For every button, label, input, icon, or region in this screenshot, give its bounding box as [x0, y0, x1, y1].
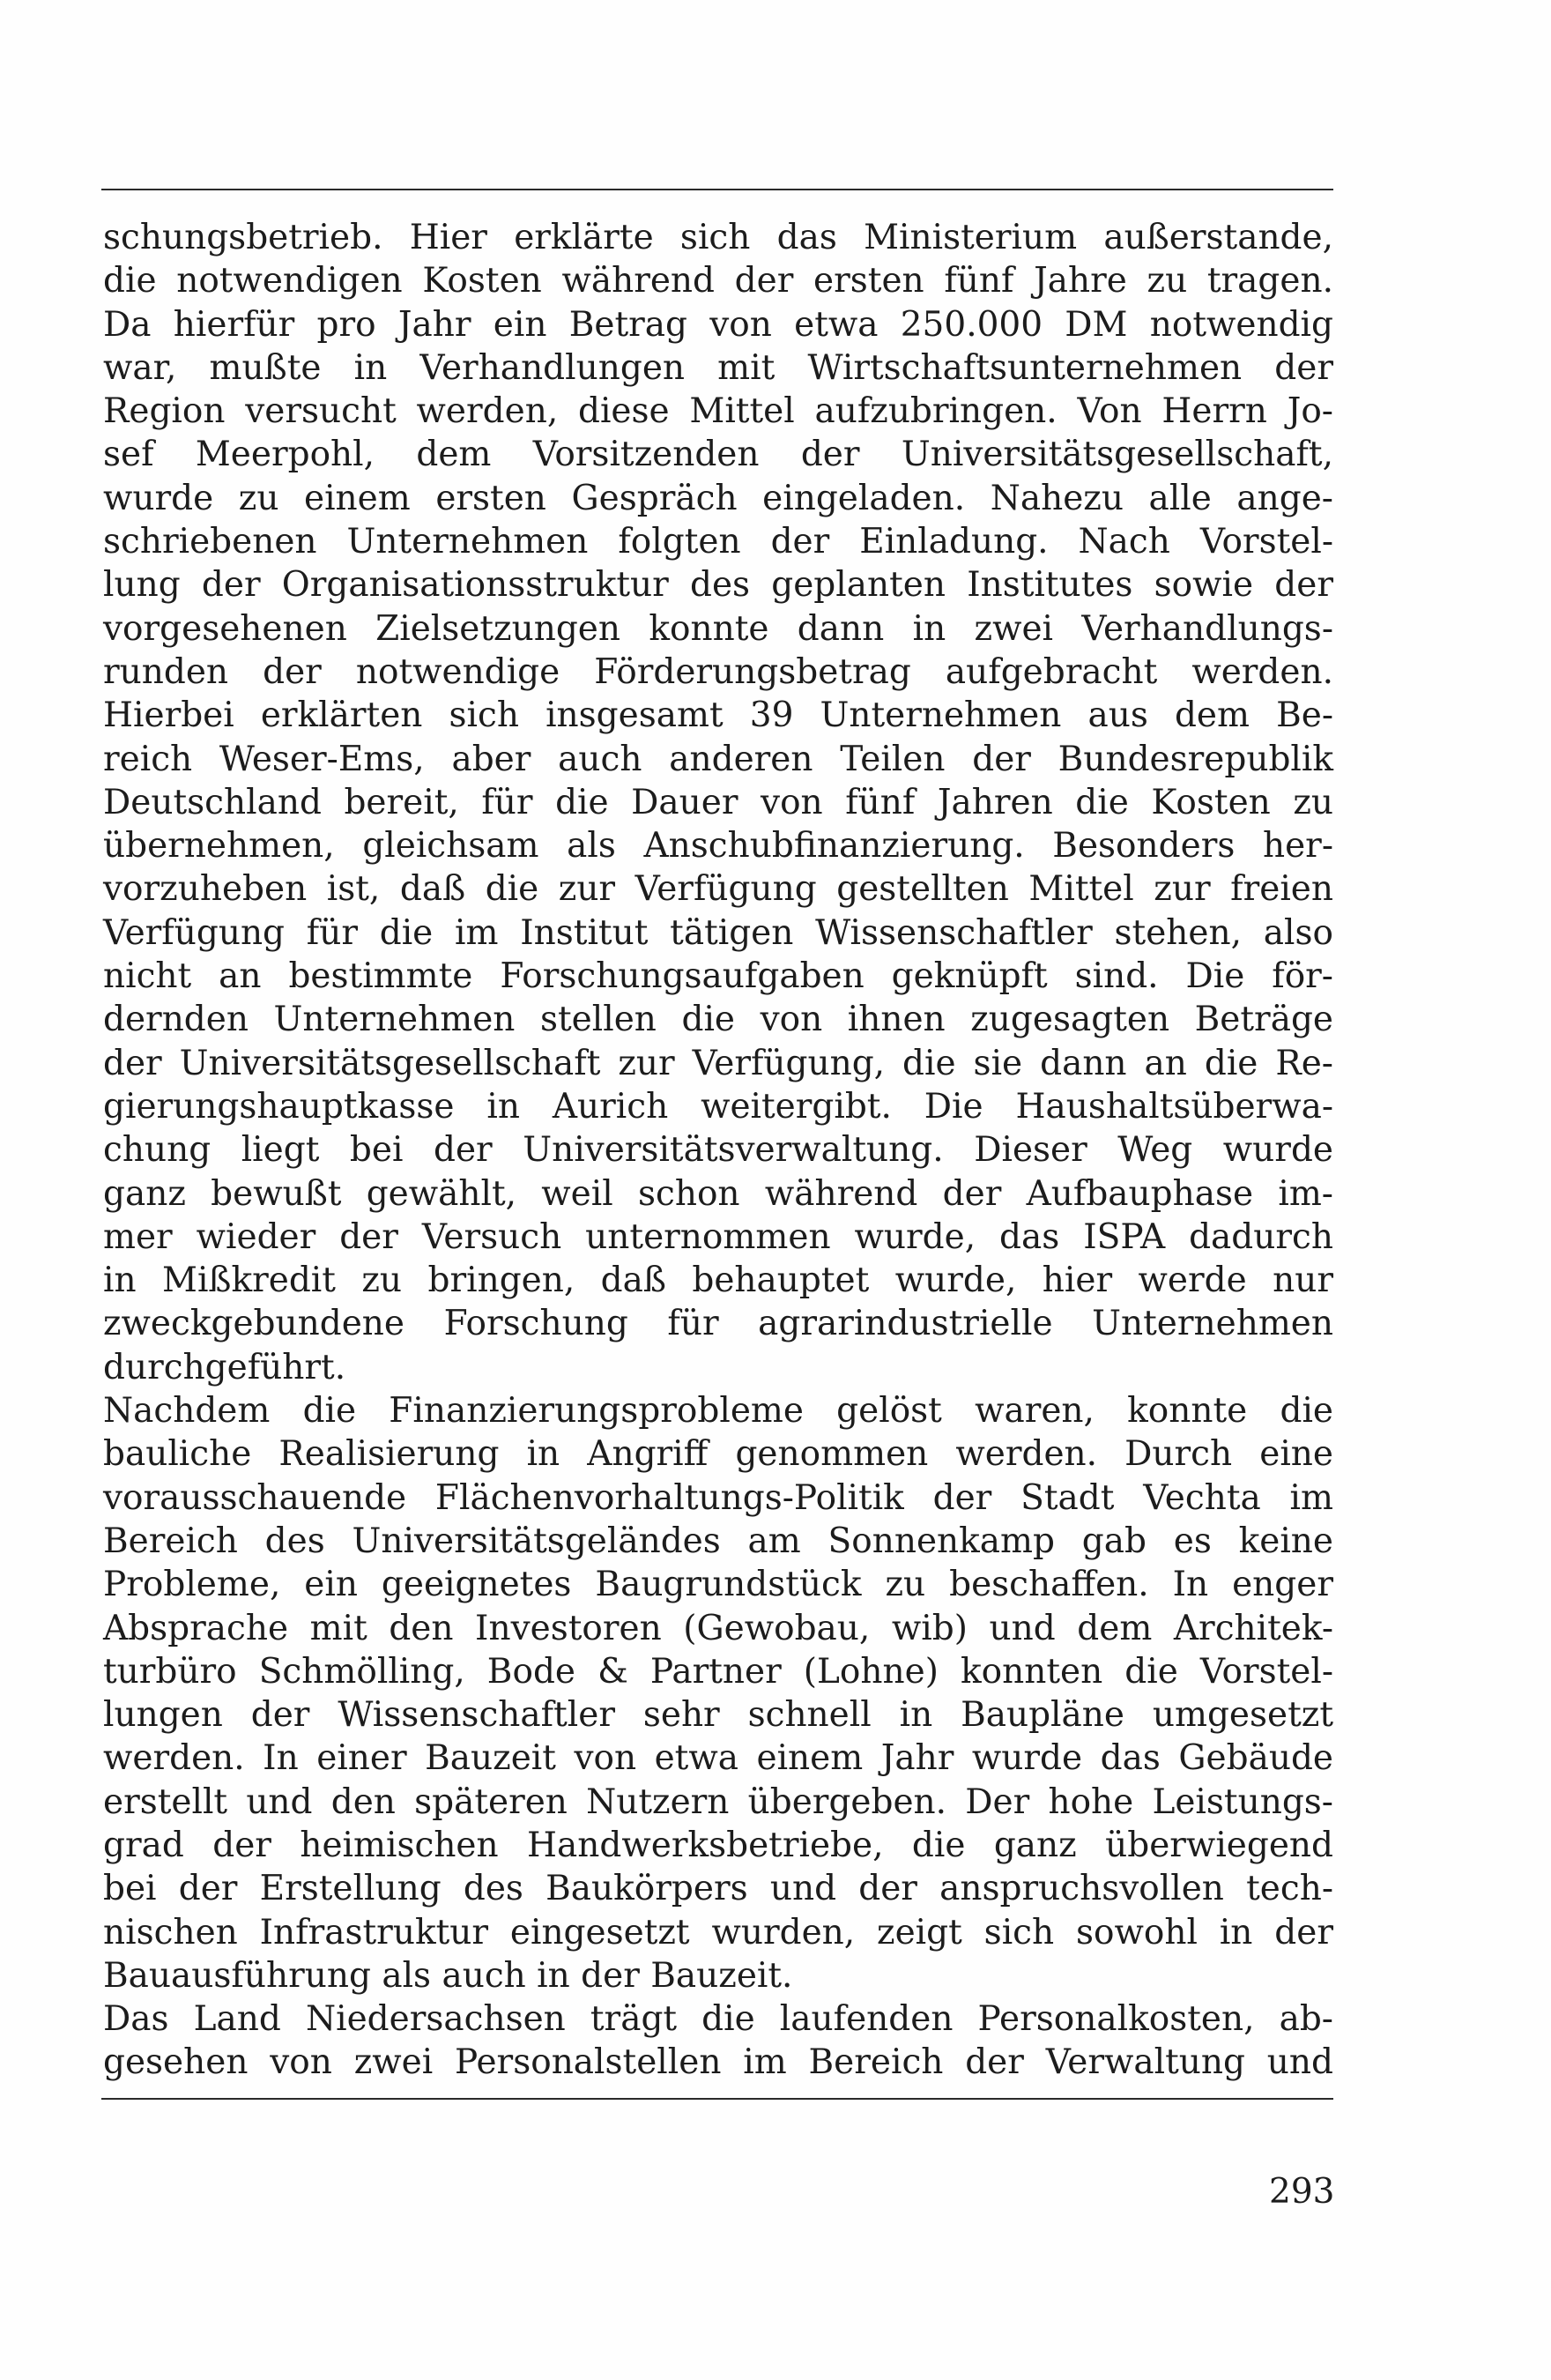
text-line: nischen Infrastruktur eingesetzt wurden, zeigt sich sowohl in der	[103, 1912, 1333, 1952]
text-line: durchgeführt.	[103, 1347, 346, 1387]
text-line: dernden Unternehmen stellen die von ihnen zugesagten Beträge	[103, 1000, 1333, 1040]
text-line: bei der Erstellung des Baukörpers und der anspruchsvollen tech-	[103, 1869, 1333, 1909]
text-line: mer wieder der Versuch unternommen wurde, das ISPA dadurch	[103, 1216, 1333, 1257]
text-line: zweckgebundene Forschung für agrarindustrielle Unternehmen	[103, 1304, 1333, 1344]
text-line: vorgesehenen Zielsetzungen konnte dann in zwei Verhandlungs-	[103, 608, 1333, 649]
top-rule	[101, 189, 1333, 190]
text-line: lung der Organisationsstruktur des geplanten Institutes sowie der	[103, 565, 1333, 606]
text-line: erstellt und den späteren Nutzern übergeben. Der hohe Leistungs-	[103, 1781, 1333, 1822]
text-line: Da hierfür pro Jahr ein Betrag von etwa 250.000 DM notwendig	[103, 304, 1333, 345]
page-number: 293	[1269, 2172, 1335, 2212]
text-line: turbüro Schmölling, Bode & Partner (Lohne) konnten die Vorstel-	[103, 1651, 1333, 1692]
text-line: chung liegt bei der Universitätsverwaltung. Dieser Weg wurde	[103, 1130, 1333, 1171]
text-line: runden der notwendige Förderungsbetrag aufgebracht werden.	[103, 651, 1333, 692]
text-line: Hierbei erklärten sich insgesamt 39 Unternehmen aus dem Be-	[103, 695, 1333, 736]
text-line: sef Meerpohl, dem Vorsitzenden der Universitätsgesellschaft,	[103, 435, 1333, 475]
text-line: schungsbetrieb. Hier erklärte sich das Ministerium außerstande,	[103, 218, 1333, 257]
text-line: ganz bewußt gewählt, weil schon während der Aufbauphase im-	[103, 1173, 1333, 1214]
text-line: Region versucht werden, diese Mittel aufzubringen. Von Herrn Jo-	[103, 391, 1333, 432]
text-line: reich Weser-Ems, aber auch anderen Teilen der Bundesrepublik	[103, 739, 1333, 779]
text-line: vorausschauende Flächenvorhaltungs-Politik der Stadt Vechta im	[103, 1477, 1333, 1518]
text-line: grad der heimischen Handwerksbetriebe, die ganz überwiegend	[103, 1825, 1333, 1865]
text-line: Nachdem die Finanzierungsprobleme gelöst waren, konnte die	[103, 1391, 1333, 1432]
text-line: wurde zu einem ersten Gespräch eingeladen. Nahezu alle ange-	[103, 478, 1333, 518]
text-line: schriebenen Unternehmen folgten der Einladung. Nach Vorstel-	[103, 522, 1333, 562]
bottom-rule	[101, 2098, 1333, 2100]
text-line: Absprache mit den Investoren (Gewobau, wib) und dem Architek-	[103, 1608, 1333, 1648]
body-text	[103, 216, 1333, 2085]
text-line: Das Land Niedersachsen trägt die laufenden Personalkosten, ab-	[103, 1999, 1333, 2040]
text-line: Probleme, ein geeignetes Baugrundstück zu beschaffen. In enger	[103, 1565, 1333, 1605]
text-line: Deutschland bereit, für die Dauer von fünf Jahren die Kosten zu	[103, 782, 1333, 822]
text-line: werden. In einer Bauzeit von etwa einem Jahr wurde das Gebäude	[103, 1738, 1333, 1779]
text-line: der Universitätsgesellschaft zur Verfügung, die sie dann an die Re-	[103, 1043, 1333, 1083]
text-line: Bereich des Universitätsgeländes am Sonnenkamp gab es keine	[103, 1521, 1333, 1561]
text-line: Bauausführung als auch in der Bauzeit.	[103, 1955, 793, 1996]
text-line: vorzuheben ist, daß die zur Verfügung gestellten Mittel zur freien	[103, 869, 1333, 910]
text-line: übernehmen, gleichsam als Anschubfinanzierung. Besonders her-	[103, 826, 1333, 866]
text-line: in Mißkredit zu bringen, daß behauptet wurde, hier werde nur	[103, 1261, 1333, 1301]
text-line: die notwendigen Kosten während der ersten fünf Jahre zu tragen.	[103, 261, 1333, 301]
text-line: nicht an bestimmte Forschungsaufgaben geknüpft sind. Die för-	[103, 956, 1333, 997]
text-line: gierungshauptkasse in Aurich weitergibt. Die Haushaltsüberwa-	[103, 1086, 1333, 1127]
text-line: lungen der Wissenschaftler sehr schnell in Baupläne umgesetzt	[103, 1695, 1333, 1736]
text-line: bauliche Realisierung in Angriff genommen werden. Durch eine	[103, 1434, 1333, 1475]
text-line: gesehen von zwei Personalstellen im Bereich der Verwaltung und	[103, 2042, 1333, 2083]
text-line: Verfügung für die im Institut tätigen Wissenschaftler stehen, also	[103, 912, 1333, 953]
text-line: war, mußte in Verhandlungen mit Wirtschaftsunternehmen der	[103, 347, 1333, 388]
